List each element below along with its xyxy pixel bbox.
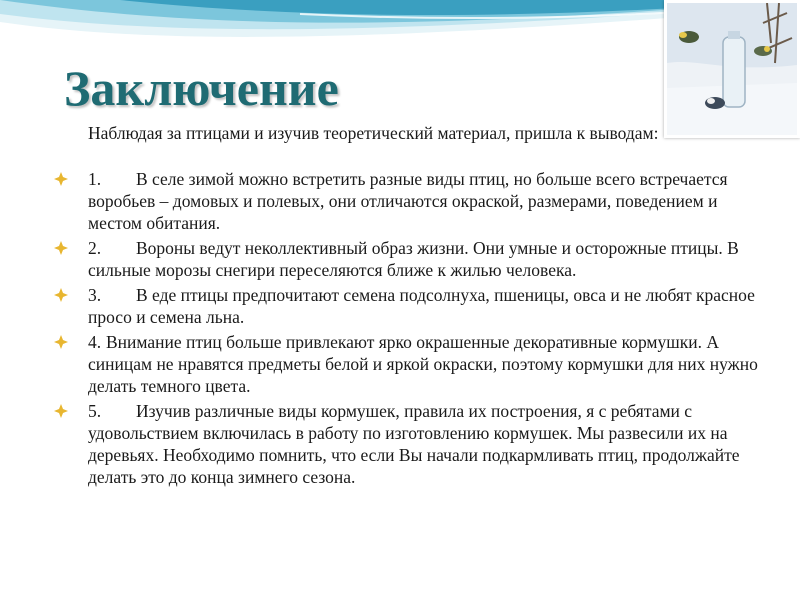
list-item [52, 331, 772, 397]
diamond-bullet-icon [54, 241, 68, 255]
list-item [52, 284, 772, 328]
item-number: 1. [88, 169, 102, 189]
intro-text: Наблюдая за птицами и изучив теоретический материал, пришла к выводам: [88, 123, 659, 143]
slide-title: Заключение [64, 60, 339, 116]
item-text: Изучив различные виды кормушек, правила их построения, я с ребятами с удовольствием включилась в работу по изготовлению кормушек. Мы развесили их на деревьях. Необходимо помнить, что если Вы начали подкармливать птиц, продолжайте делать это до конца зимнего сезона. [88, 401, 740, 487]
diamond-bullet-icon [54, 404, 68, 418]
item-number: 4. [88, 332, 102, 352]
item-number: 3. [88, 285, 102, 305]
item-text: В еде птицы предпочитают семена подсолнуха, пшеницы, овса и не любят красное просо и семена льна. [88, 285, 755, 327]
item-text: Вороны ведут неколлективный образ жизни. Они умные и осторожные птицы. В сильные морозы снегири переселяются ближе к жилью человека. [88, 238, 739, 280]
item-number: 2. [88, 238, 102, 258]
birds-feeder-photo-icon [667, 3, 797, 135]
conclusion-list [52, 168, 772, 491]
item-text: В селе зимой можно встретить разные виды птиц, но больше всего встречается воробьев – домовых и полевых, они отличаются окраской, размерами, поведением и местом обитания. [88, 169, 728, 233]
diamond-bullet-icon [54, 288, 68, 302]
diamond-bullet-icon [54, 172, 68, 186]
list-item [52, 400, 772, 488]
diamond-bullet-icon [54, 335, 68, 349]
item-number: 5. [88, 401, 102, 421]
list-item [52, 237, 772, 281]
birds-feeder-photo [664, 0, 800, 138]
item-text: Внимание птиц больше привлекают ярко окрашенные декоративные кормушки. А синицам не нравятся предметы белой и яркой окраски, поэтому кормушки для них нужно делать темного цвета. [88, 332, 758, 396]
list-item [52, 168, 772, 234]
